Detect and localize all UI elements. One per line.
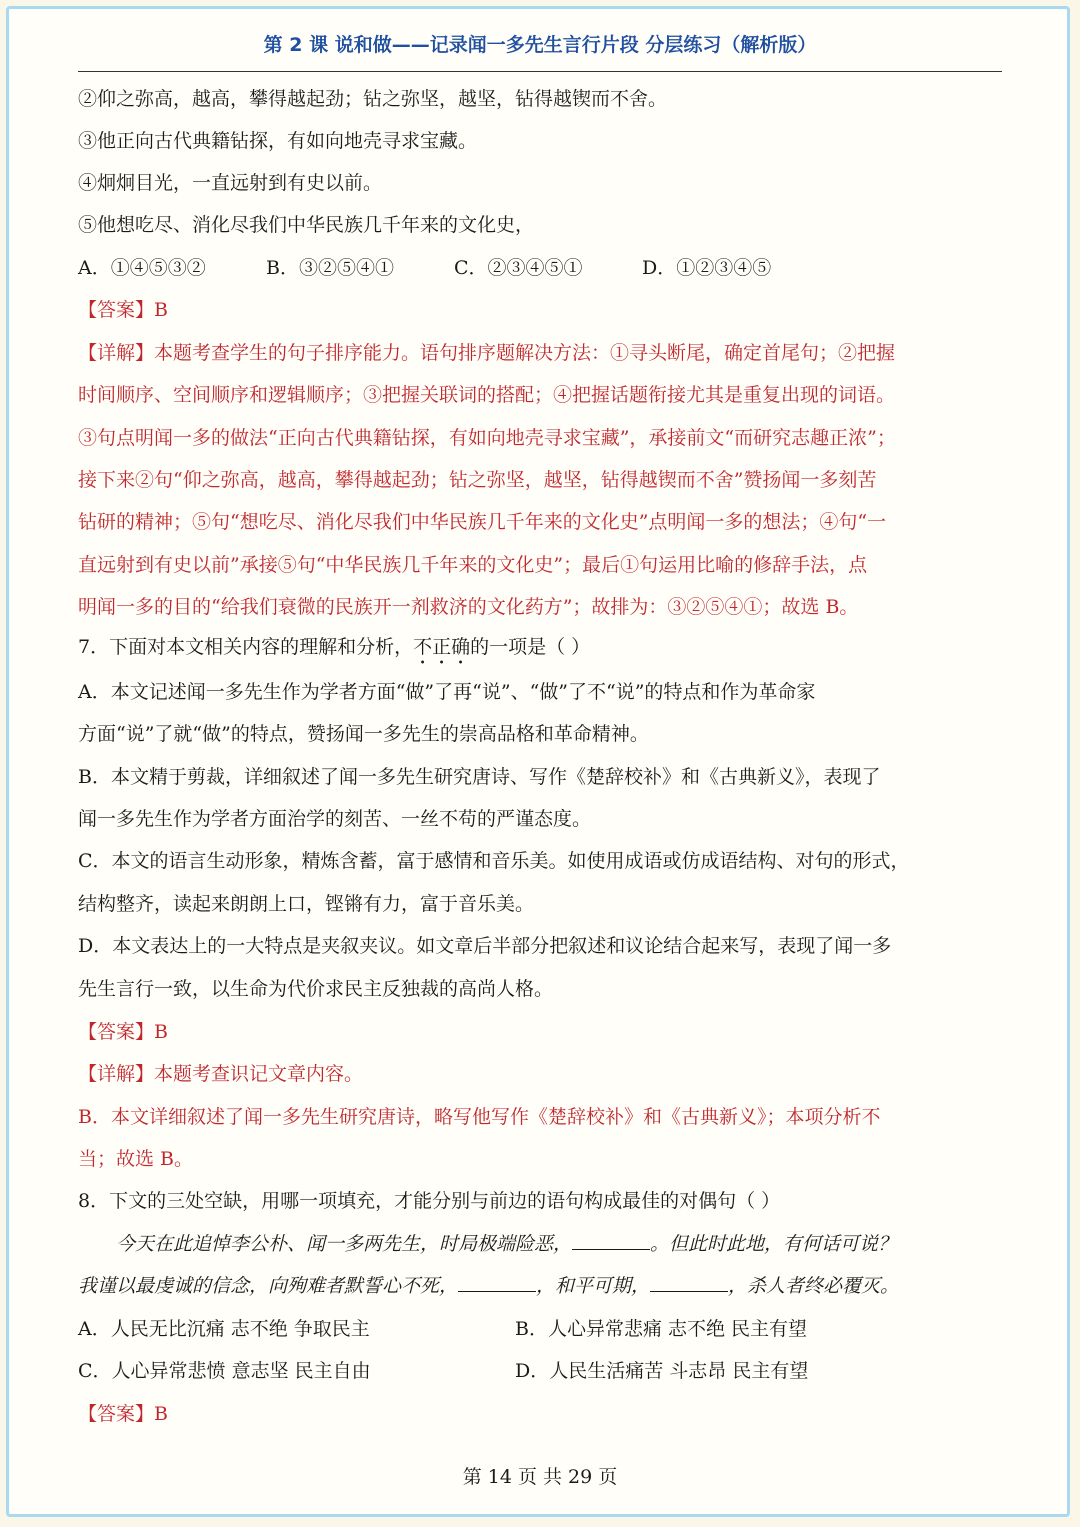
q6-detail-line-6: 直远射到有史以前”承接⑤句“中华民族几千年来的文化史”；最后①句运用比喻的修辞手法，点	[78, 554, 868, 576]
q7-line-8: 先生言行一致，以生命为代价求民主反独裁的高尚人格。	[78, 978, 554, 1000]
q7-line-6: 结构整齐，读起来朗朗上口，铿锵有力，富于音乐美。	[78, 893, 535, 915]
q6-detail-line-4: 接下来②句“仰之弥高，越高，攀得越起劲；钻之弥坚，越坚，钻得越锲而不舍”赞扬闻一多刻苦	[78, 469, 877, 491]
q6-option-c: C．②③④⑤①	[454, 257, 583, 279]
page-header-title: 第 2 课 说和做——记录闻一多先生言行片段 分层练习（解析版）	[263, 34, 817, 56]
q6-detail-line-7: 明闻一多的目的“给我们衰微的民族开一剂救济的文化药方”；故排为：③②⑤④①；故选 B。	[78, 596, 859, 618]
q6-detail-line-2: 时间顺序、空间顺序和逻辑顺序；③把握关联词的搭配；④把握话题衔接尤其是重复出现的词语。	[78, 384, 896, 406]
q7-detail-line-2: B．本文详细叙述了闻一多先生研究唐诗，略写他写作《楚辞校补》和《古典新义》；本项分析不	[78, 1106, 881, 1128]
q7-detail-line-3: 当；故选 B。	[78, 1148, 194, 1170]
q6-detail-line-5: 钻研的精神；⑤句“想吃尽、消化尽我们中华民族几千年来的文化史”点明闻一多的想法；④句“一	[78, 511, 887, 533]
q8-passage-line-1: 今天在此追悼李公朴、闻一多两先生，时局极端险恶， 。但此时此地，有何话可说？	[116, 1233, 898, 1255]
q6-detail-line-3: ③句点明闻一多的做法“正向古代典籍钻探，有如向地壳寻求宝藏”，承接前文“而研究志趣正浓”；	[78, 427, 896, 449]
q7-answer: 【答案】B	[78, 1021, 168, 1043]
q7-detail-line-1: 【详解】本题考查识记文章内容。	[78, 1063, 364, 1085]
q7-line-7: D．本文表达上的一大特点是夹叙夹议。如文章后半部分把叙述和议论结合起来写，表现了闻一多	[78, 935, 892, 957]
q6-detail-line-1: 【详解】本题考查学生的句子排序能力。语句排序题解决方法：①寻头断尾，确定首尾句；②把握	[78, 342, 896, 364]
q7-line-2: 方面“说”了就“做”的特点，赞扬闻一多先生的崇高品格和革命精神。	[78, 723, 649, 745]
q8-answer: 【答案】B	[78, 1403, 168, 1425]
q7-line-5: C．本文的语言生动形象，精炼含蓄，富于感情和音乐美。如使用成语或仿成语结构、对句的形式，	[78, 850, 910, 872]
q7-stem: 7．下面对本文相关内容的理解和分析，不正确的一项是（ ）	[78, 636, 591, 658]
sentence-5: ⑤他想吃尽、消化尽我们中华民族几千年来的文化史，	[78, 214, 535, 236]
sentence-4: ④炯炯目光，一直远射到有史以前。	[78, 172, 383, 194]
sentence-3: ③他正向古代典籍钻探，有如向地壳寻求宝藏。	[78, 130, 478, 152]
q6-option-b: B．③②⑤④①	[266, 257, 394, 279]
q8-option-a: A．人民无比沉痛 志不绝 争取民主	[78, 1318, 370, 1340]
q8-option-c: C．人心异常悲愤 意志坚 民主自由	[78, 1360, 371, 1382]
q8-option-d: D．人民生活痛苦 斗志昂 民主有望	[515, 1360, 809, 1382]
header-rule	[78, 71, 1002, 72]
q7-line-4: 闻一多先生作为学者方面治学的刻苦、一丝不苟的严谨态度。	[78, 808, 592, 830]
q8-stem: 8．下文的三处空缺，用哪一项填充，才能分别与前边的语句构成最佳的对偶句（ ）	[78, 1190, 781, 1212]
q6-option-d: D．①②③④⑤	[642, 257, 772, 279]
sentence-2: ②仰之弥高，越高，攀得越起劲；钻之弥坚，越坚，钻得越锲而不舍。	[78, 88, 668, 110]
q7-line-3: B．本文精于剪裁，详细叙述了闻一多先生研究唐诗、写作《楚辞校补》和《古典新义》，表现了	[78, 766, 881, 788]
q6-option-a: A．①④⑤③②	[78, 257, 206, 279]
q6-answer: 【答案】B	[78, 299, 168, 321]
page-number: 第 14 页 共 29 页	[462, 1466, 618, 1488]
q8-passage-line-2: 我谨以最虔诚的信念，向殉难者默誓心不死， ，和平可期， ，杀人者终必覆灭。	[78, 1275, 900, 1297]
q7-line-1: A．本文记述闻一多先生作为学者方面“做”了再“说”、“做”了不“说”的特点和作为革命家	[78, 681, 816, 703]
q8-option-b: B．人心异常悲痛 志不绝 民主有望	[515, 1318, 808, 1340]
